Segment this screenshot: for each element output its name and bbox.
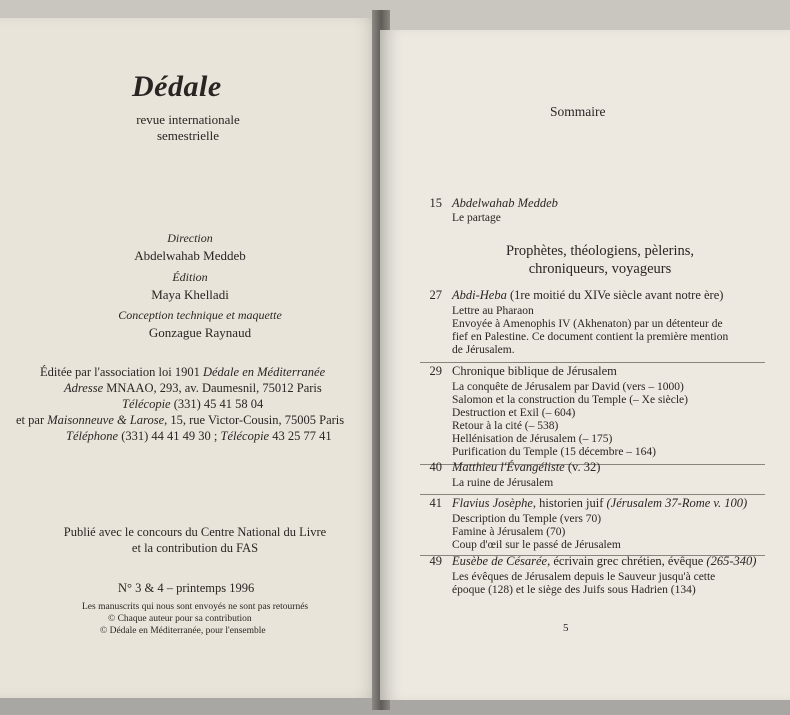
toc-author-meta: , historien juif (532, 496, 607, 510)
toc-entry: de Jérusalem. (452, 344, 515, 356)
copublisher-address: , 15, rue Victor-Cousin, 75005 Paris (164, 413, 345, 427)
issue-number: N° 3 & 4 – printemps 1996 (118, 581, 255, 595)
direction-role: Direction (167, 231, 213, 245)
toc-author: Chronique biblique de Jérusalem (452, 364, 617, 378)
fax2-label: Télécopie (220, 429, 270, 443)
toc-author-line (452, 288, 723, 303)
section-heading-line-2: chroniqueurs, voyageurs (528, 261, 672, 277)
publisher-line-5 (66, 429, 332, 444)
toc-entry: Salomon et la construction du Temple (– Xe siècle) (452, 394, 688, 406)
toc-entry: Coup d'œil sur le passé de Jérusalem (452, 539, 621, 551)
toc-page-number: 15 (429, 196, 442, 210)
toc-entry: fief en Palestine. Ce document contient la première mention (452, 331, 729, 343)
publisher-association: Dédale en Méditerranée (202, 365, 326, 379)
toc-author-line (452, 460, 600, 475)
design-role: Conception technique et maquette (118, 308, 282, 322)
support-line-2: et la contribution du FAS (131, 541, 259, 555)
toc-entry: La ruine de Jérusalem (452, 477, 554, 489)
toc-author-dates: (265-340) (706, 554, 757, 568)
divider (420, 362, 765, 363)
toc-page-number: 40 (429, 460, 442, 474)
credits (100, 231, 280, 303)
toc-entry: Description du Temple (vers 70) (452, 513, 602, 525)
toc-page-number: 49 (429, 554, 442, 568)
notice-line-2: © Chaque auteur pour sa contribution (108, 614, 252, 624)
toc-author-dates: (Jérusalem 37-Rome v. 100) (606, 496, 748, 510)
phone-value: (331) 44 41 49 30 ; (118, 429, 221, 443)
toc-author-line (452, 554, 756, 569)
notice-line-1: Les manuscrits qui nous sont envoyés ne sont pas retournés (82, 602, 309, 612)
toc-entry: Envoyée à Amenophis IV (Akhenaton) par un détenteur de (452, 318, 723, 330)
copublisher-prefix: et par (16, 413, 48, 427)
journal-subtitle (118, 112, 258, 144)
toc-author: Eusèbe de Césarée (452, 554, 548, 568)
toc-author-meta: (v. 32) (564, 460, 601, 474)
support-line-1: Publié avec le concours du Centre National du Livre (63, 525, 327, 539)
divider (420, 494, 765, 495)
address-value: MNAAO, 293, av. Daumesnil, 75012 Paris (103, 381, 322, 395)
toc-author-meta: (1re moitié du XIVe siècle avant notre ère) (506, 288, 724, 302)
toc-entry: Retour à la cité (– 538) (452, 420, 559, 432)
toc-entry: Famine à Jérusalem (70) (452, 526, 566, 538)
copublisher-name: Maisonneuve & Larose (47, 413, 165, 427)
toc-entry: La conquête de Jérusalem par David (vers – 1000) (452, 381, 684, 393)
left-page (0, 18, 382, 698)
fax-value: (331) 45 41 58 04 (170, 397, 264, 411)
right-page (380, 30, 790, 700)
publisher-line-1 (40, 365, 325, 380)
journal-title: Dédale (132, 70, 222, 103)
toc-entry: Lettre au Pharaon (452, 305, 534, 317)
toc-author: Abdi-Heba (452, 288, 507, 302)
toc-entry: époque (128) et le siège des Juifs sous Hadrien (134) (452, 584, 696, 596)
toc-entry: Hellénisation de Jérusalem (– 175) (452, 433, 613, 445)
toc-entry: Le partage (452, 212, 501, 224)
direction-name: Abdelwahab Meddeb (134, 248, 246, 263)
toc-entry: Purification du Temple (15 décembre – 164) (452, 446, 657, 458)
toc-entry: Destruction et Exil (– 604) (452, 407, 576, 419)
fax2-value: 43 25 77 41 (269, 429, 332, 443)
journal-subtitle-line-1: revue internationale (136, 112, 240, 127)
fax-label: Télécopie (122, 397, 171, 411)
toc-author: Abdelwahab Meddeb (452, 196, 558, 210)
toc-page-number: 27 (429, 288, 442, 302)
journal-subtitle-line-2: semestrielle (156, 128, 220, 143)
toc-author: Matthieu l'Évangéliste (452, 460, 565, 474)
publisher-line-2 (64, 381, 322, 396)
design-name: Gonzague Raynaud (148, 325, 252, 340)
phone-label: Téléphone (66, 429, 119, 443)
publisher-line-4 (16, 413, 344, 428)
address-label: Adresse (64, 381, 104, 395)
page-folio: 5 (563, 622, 569, 634)
toc-author-line (452, 496, 747, 511)
section-heading (460, 242, 740, 278)
section-heading-line-1: Prophètes, théologiens, pèlerins, (505, 243, 695, 259)
publisher-text: Éditée par l'association loi 1901 (40, 365, 203, 379)
toc-entry: Les évêques de Jérusalem depuis le Sauveur jusqu'à cette (452, 571, 716, 583)
toc-page-number: 29 (429, 364, 442, 378)
publisher-line-3 (122, 397, 263, 412)
toc-heading: Sommaire (550, 104, 606, 119)
toc-author-meta: , écrivain grec chrétien, évêque (547, 554, 707, 568)
edition-role: Édition (172, 270, 208, 284)
notice-line-3: © Dédale en Méditerranée, pour l'ensemble (100, 626, 266, 636)
toc-author: Flavius Josèphe (452, 496, 533, 510)
edition-name: Maya Khelladi (151, 287, 229, 302)
support-notice (40, 524, 350, 556)
design-credit (90, 308, 310, 341)
toc-page-number: 41 (429, 496, 442, 510)
